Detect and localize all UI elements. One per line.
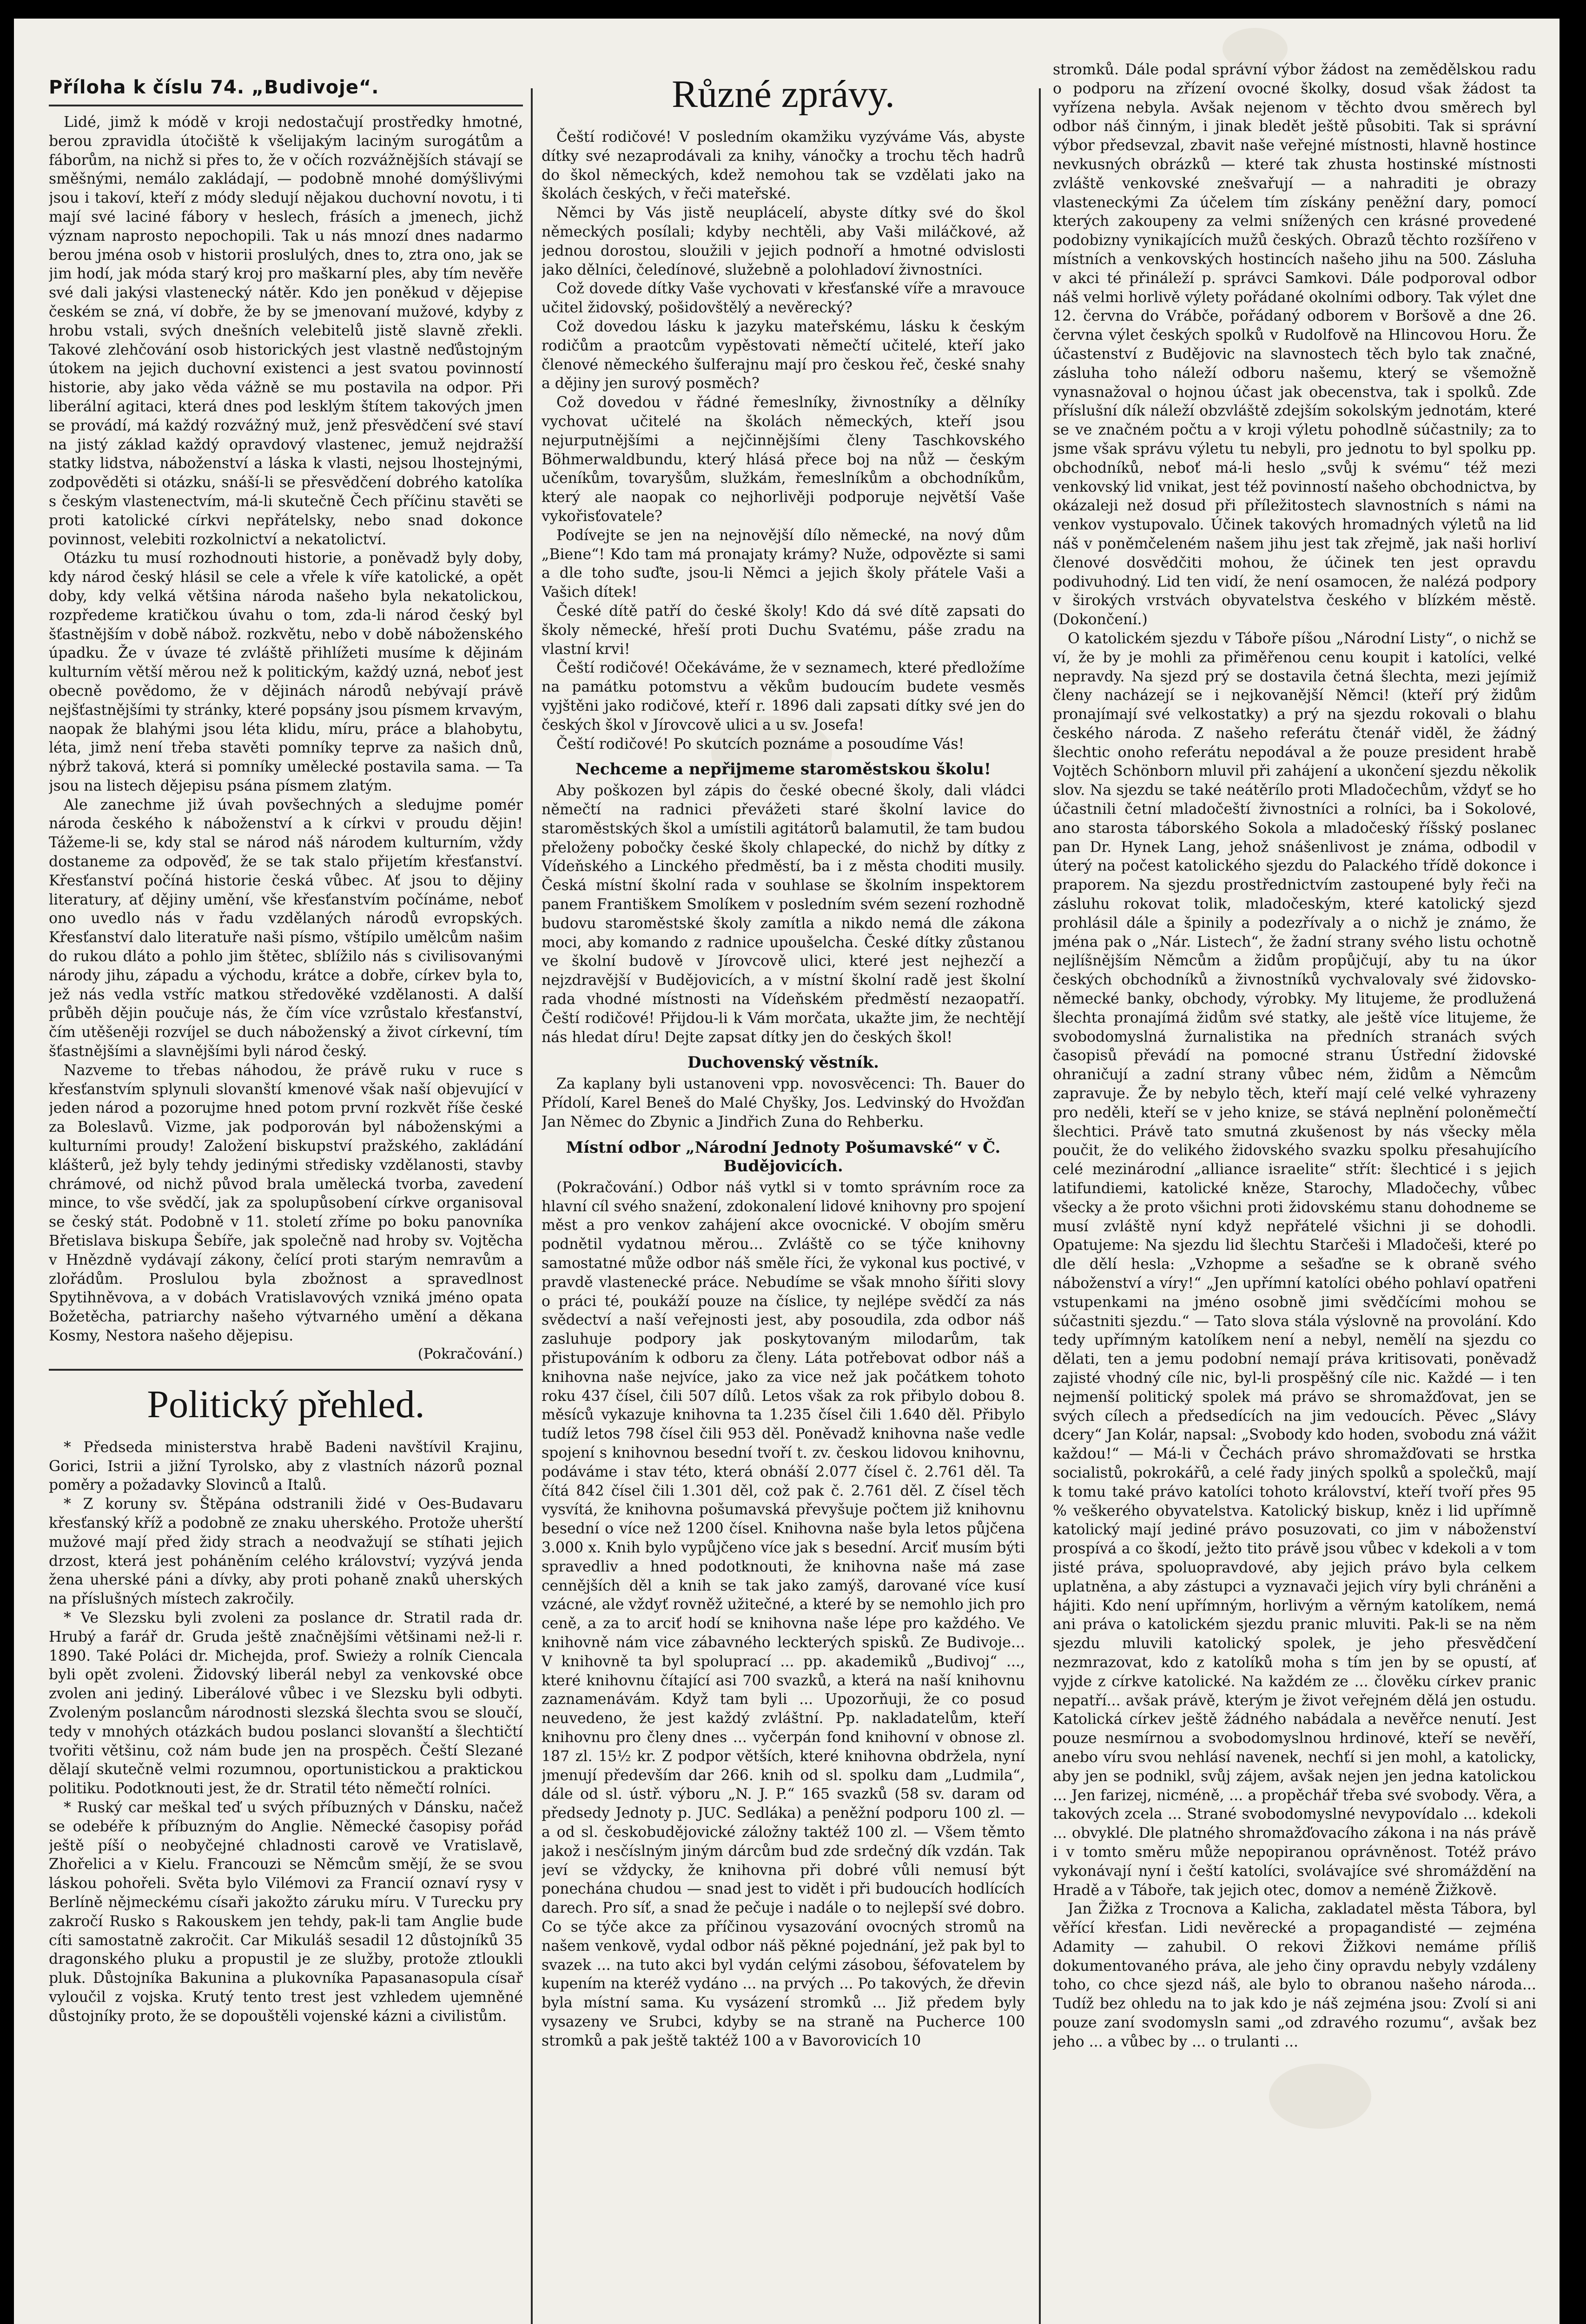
continued-note: (Pokračování.) xyxy=(417,1345,523,1362)
right-paragraph: stromků. Dále podal správní výbor žádost na zemědělskou radu o podporu na zřízení ovocné školky, dosud však žádost ta vyřízena nebyla. Avšak nejenom v těchto dvou směrech byl odbor náš činným, i jinak bledět ještě působiti. Tak si správní výbor předsevzal, zbavit naše veřejné místnosti, hlavně hostince nevkusných obrázků — které tak zhusta hostinské místnosti zvláště venkovské znešvařují — a nahraditi je obrazy vlasteneckými Za účelem tím získány peněžní dary, pomocí kterých zakoupeny za velmi snížených cen krásné provedené podobizny vynikajících mužů českých. Obrazů těchto rozšířeno v místních a venkovských hostincích našeho jihu na 500. Zásluha v akci té přináleží p. správci Samkovi. Dále podporoval odbor náš velmi horlivě výlety pořádané okolními odbory. Tak výlet dne 12. června do Vrábče, pořádaný odborem v Boršově a dne 26. června výlet českých spolků v Rudolfově na Hlincovou Horu. Že účastenství z Budějovic na slavnostech těch bylo tak značné, zásluha toho náleží odboru našemu, který se všemožně vynasnažoval o hojnou účast jak obecenstva, tak i spolků. Zde příslušní dík náleží obzvláště zdejším sokolským jednotám, které se ve značném počtu a v kroji výletu pohodlně súčastnily; za to jsme však správu výletu tu nebyli, pro jednotu to byl spolku pp. obchodníků, neboť má-li heslo „svůj k svému“ též mezi venkovský lid vnikat, jest též povinností našeho obchodnictva, by okázaleji než dosud při příležitostech slavnostních s námi na venkov vystupovalo. Účinek takových hromadných výletů na lid náš v poněmčeleném našem jihu jest tak zřejmě, jak naši horliví členové dosvědčiti mohou, že účinek ten jest opravdu podivuhodný. Lid ten vidí, že není osamocen, že nalézá podpory v širokých vrstvách obyvatelstva českého v blízkém městě. (Dokončení.) xyxy=(1053,61,1536,628)
column-divider xyxy=(1039,88,1041,2324)
middle-column xyxy=(542,19,1025,2324)
school-paragraph: Aby poškozen byl zápis do české obecné školy, dali vládci němečtí na radnici převážeti staré školní lavice do staroměstských škol a umístili agitátorů balamutil, že tam budou přeloženy pobočky české školy chlapecké, do nichž by dítky z Vídeňského a Linckého předměstí, ba i z města choditi musily. Česká místní školní rada v souhlase se školním inspektorem panem Františkem Smolíkem v posledním svém sezení rozhodně budovu staroměstské školy zamítla a nikdo nemá dle zákona moci, aby komando z radnice upoušelcha. České dítky zůstanou ve školní budově v Jírovcově ulici, které jest nejhezčí a nejzdravější v Budějovicích, a v místní školní radě jest školní rada vhodné místnosti na Vídeňském předměstí nezaopatří. Čeští rodičové! Přijdou-li k Vám morčata, ukažte jim, že nechtějí nás hledat díru! Dejte zapsat dítky jen do českých škol! xyxy=(542,782,1025,1046)
attachment-header: Příloha k číslu 74. „Budivoje“. xyxy=(49,77,379,98)
section-rule xyxy=(49,1369,523,1371)
article-paragraph: Lidé, jimž k módě v kroji nedostačují prostředky hmotné, berou zpravidla útočiště k všelijakým laciným surogátům a fáborům, na nichž si přes to, že v očích rozvážnějších stávají se směšnými, nemálo zakládají, — podobně mnohé domýšlivými jsou i takoví, kteří z módy sledují nějakou duchovní novotu, i ti mají své laciné fábory v heslech, frásích a jmenech, jichž význam naprosto nepochopili. Tak u nás mnozí dnes nadarmo berou jména osob v historii proslulých, dnes to, ztra ono, jak se jim hodí, jak móda starý kroj pro maškarní ples, aby tím nevěře své dali jakýsi vlastenecký nátěr. Kdo jen poněkud v dějepise českém se zná, ví dobře, že by se jmenovaní mužové, kdyby z hrobu vstali, svých dnešních velebitelů jistě slavně zřekli. Takové zlehčování osob historických jest vlastně neďůstojným útokem na jejich duchovní existenci a jest svatou povinností historie, aby jako věda vážně se mu postavila na odpor. Při liberální agitaci, která dnes pod lesklým štítem takových jmen se provádí, má každý rozvážný muž, jenž přesvědčení své staví na jistý základ každý opravdový vlastenec, jemuž nejdražší statky lidstva, náboženství a láska k vlasti, nejsou lhostejnými, zodpověděti si otázku, snáší-li se přesvědčení dobrého katolíka s českým vlastenectvím, má-li skutečně Čech příčinu stavěti se proti katolické církvi nepřátelsky, nebo snad dokonce povinnost, velebiti rozkolnictví a nekatolictví. xyxy=(49,114,523,548)
right-column xyxy=(1053,19,1536,2324)
school-heading: Nechceme a nepřijmeme staroměstskou školu! xyxy=(575,760,991,779)
news-paragraph: Čeští rodičové! V posledním okamžiku vyzýváme Vás, abyste dítky své nezaprodávali za knihy, vánočky a trochu těch hadrů do škol německých, kdež nemohou tak se vzdělati jako na školách českých, v řeči mateřské. xyxy=(542,129,1025,203)
news-paragraph: Němci by Vás jistě neuplácelí, abyste dítky své do škol německých posílali; kdyby nechtěli, aby Vaši miláčkové, až jednou dorostou, sloužili v jejich podnoří a hmotné odvislosti jako dělníci, čeledínové, služebně a polohladoví živnostníci. xyxy=(542,205,1025,278)
column-divider xyxy=(531,88,533,2324)
news-paragraph: Což dovede dítky Vaše vychovati v křesťanské víře a mravouce učitel židovský, pošidovštělý a nevěrecký? xyxy=(542,280,1025,317)
political-paragraph: * Ve Slezsku byli zvoleni za poslance dr. Stratil rada dr. Hrubý a farář dr. Gruda ještě značnějšími většinami než-li r. 1890. Také Poláci dr. Michejda, prof. Swieży a rolník Ciencala byli opět zvoleni. Židovský liberál nebyl za venkovské obce zvolen ani jediný. Liberálové vůbec i ve Slezsku byli odbyti. Zvoleným poslancům národnosti slezská šlechta svou se sloučí, tedy v mnohých otázkách budou poslanci slovanští a šlechtičtí tvořiti většinu, což nám bude jen na prospěch. Čeští Slezané dělají skutečně velmi rozumnou, oportunistickou a praktickou politiku. Podotknouti jest, že dr. Stratil této němečtí rolníci. xyxy=(49,1609,523,1797)
political-paragraph: * Předseda ministerstva hrabě Badeni navštívil Krajinu, Gorici, Istrii a jižní Tyrolsko, aby z vlastních názorů poznal poměry a požadavky Slovinců a Italů. xyxy=(49,1439,523,1494)
unity-paragraph: (Pokračování.) Odbor náš vytkl si v tomto správním roce za hlavní cíl svého snažení, zdokonalení lidové knihovny pro spojení měst a pro venkov zahájení akce ovocnické. V obojím směru podnětil vydatnou měrou... Zvláště co se týče knihovny samostatné může odbor náš směle říci, že vykonal kus poctivé, v pravdě vlastenecké práce. Nebudíme se však mnoho šířiti slovy o práci té, poukáží pouze na číslice, ty nejlépe svědčí za nás svědectví a naší veřejnosti jest, aby posoudila, zda odbor náš zasluhuje podpory jak poskytovaným milodarům, tak přistupováním k odboru za členy. Láta potřebovat odbor náš a knihovna naše nejvíce, jako za vice než jak počátkem tohoto roku 437 čísel, čili 507 dílů. Letos však za rok přibylo dobou 8. měsíců vykazuje knihovna ta 1.235 čísel čili 1.640 děl. Přibylo tudíž letos 798 čísel čili 953 děl. Poněvadž knihovna naše vedle spojení s knihovnou besední tvoří t. zv. českou lidovou knihovnu, podáváme i stav této, která obnáší 2.077 čísel č. 2.761 děl. Ta čítá 842 čísel čili 1.301 děl, což pak č. 2.761 děl. Z čísel těch vysvítá, že knihovna pošumavská převyšuje počtem již knihovnu besední o více než 1200 čísel. Knihovna naše byla letos půjčena 3.000 x. Knih bylo vypůjčeno více jak s besední. Arciť musím býti spravedliv a hned podotknouti, že knihovna naše má zase cennějších děl a knih se tak jako zamýš, darované více kusí vzácné, ale vždyť rovněž užitečné, a které by se nemohlo jich pro ceně, a za to arciť hodí se knihovna naše lépe pro každého. Ve knihovně nám vice zábavného leckterých spisků. Ze Budivoje... V knihovně ta byl spoluprací ... pp. akademiků „Budivoj“ ..., které knihovnu čítající asi 700 svazků, a která na naší knihovnu zaznamenávám. Když tam byli ... Upozorňuji, že co posud neuvedeno, že jest každý zvláštní. Pp. nakladatelům, kteří knihovnu pro členy dnes ... vyčerpán fond knihovní v obnose zl. 187 zl. 15½ kr. Z podpor větších, které knihovna obdržela, nyní jmenují především dar 266. knih od sl. spolku dam „Ludmila“, dále od sl. ústř. výboru „N. J. P.“ 165 svazků (58 sv. daram od předsedy Jednoty p. JUC. Sedláka) a peněžní podporu 100 zl. — a od sl. českobudějovické záložny taktéž 100 zl. — Všem těmto jakož i nesčíslným jiným dárcům bud zde srdečný dík vzdán. Tak jeví se vždycky, že knihovna při dobré vůli nemusí být ponechána chudou — snad jest to vidět i při budoucích hodlících darech. Pro síť, a snad že pečuje i nadále o to nejlepší své dobro. Co se týče akce za příčinou vysazování ovocných stromů na našem venkově, vydal odbor náš pěkné pojednání, jež pak byl to svazek ... na tuto akci byl vydán celými zásobou, šéfovatelem by kupením na kteréž vydáno ... na prvých ... Po takových, že dřevin byla místní sama. Ku vysázení stromků ... Již předem byly vysazeny ve Srubci, kdyby se na straně na Pucherce 100 stromků a pak ještě taktéž 100 a v Bavorovicích 10 xyxy=(542,1179,1025,2049)
news-paragraph: Čeští rodičové! Po skutcích poznáme a posoudíme Vás! xyxy=(556,735,965,753)
news-paragraph: Což dovedou v řádné řemeslníky, živnostníky a dělníky vychovat učitelé na školách německých, kteří jsou nejurputnějšími a nejčinnějšími členy Taschkovského Böhmerwaldbundu, který hlásá přece boj na nůž — českým učeníkům, tovaryšům, služkám, řemeslníkům a obchodníkům, který ale naopak co nejhorlivěji podporuje největší Vaše vykořisťovatele? xyxy=(542,394,1025,525)
news-paragraph: České dítě patří do české školy! Kdo dá své dítě zapsati do školy německé, hřeší proti Duchu Svatému, páše zradu na vlastní krvi! xyxy=(542,602,1025,658)
news-paragraph: Podívejte se jen na nejnovější dílo německé, na nový dům „Biene“! Kdo tam má pronajaty krámy? Nuže, odpovězte si sami a dle toho suďte, jsou-li Němci a jejich školy přátele Vaši a Vašich dítek! xyxy=(542,527,1025,601)
header-rule xyxy=(49,105,523,106)
newspaper-sheet xyxy=(14,19,1560,2324)
unity-heading: Místní odbor „Národní Jednoty Pošumavské“ v Č. Budějovicích. xyxy=(566,1138,1001,1175)
right-paragraph: O katolickém sjezdu v Táboře píšou „Národní Listy“, o nichž se ví, že by je mohli za přiměřenou cenu koupit i katolíci, velké nepravdy. Na sjezd prý se dostavila četná šlechta, mezi jejímiž členy nacházejí se i nejkovanější Němci! (kteří prý židům pronajímají své velkostatky) a prý na sjezdu rokovali o blahu českého národa. Z našeho referátu čtenář viděl, že žádný šlechtic onoho referátu nepodával a že pouze president hrabě Vojtěch Schönborn mluvil při zahájení a ukončení sjezdu několik slov. Na sjezdu se také neátěrílo proti Mladočechům, vždyť se ho účastnili četní mladočeští živnostníci a rolníci, ba i Sokolové, ano starosta táborského Sokola a mladočeský říšský poslanec pan Dr. Hynek Lang, jehož snášenlivost je známa, odbodil v úterý na počest katolického sjezdu do Palackého třídě dokonce i praporem. Na sjezdu prostřednictvím zastoupené byly řeči na zásluhu rokovat tolik, mladočeským, které katolický sjezd prohlásil dále a špinily a podezřívaly a o nichž je známo, že jména pak o „Nár. Listech“, že žadní strany svého listu ochotně nejlíšnějším Němcům a židům propůjčují, aby tu na úkor českých obchodníků a živnostníků vychvalovaly své židovsko-německé banky, obchody, výrobky. My litujeme, že prodlužená šlechta pronajímá židům své statky, ale ještě více litujeme, že svobodomyslná žurnalistika na předních stranách svých časopisů převádí na pomocné stranu Ústřední židovské ohraničují a zadní strany vůbec ném, židům a Němcům zapravuje. Že by nebylo těch, kteří mají celé velké vyhrazeny pro neděli, kteří se v jeho knize, se stává neplnění poloněmečtí šlechtici. Právě tato smutná zkušenost by nás všecky měla poučit, že do velikého židovského svazku spolku přesahujícího celé mezinárodní „alliance israelite“ střít: šlechticé i s jejich latifundiemi, katolické kněze, Starochy, Mladočechy, vůbec všecky a že proto všichni proti židovskému stanu dohodneme se musí zvláště nyní když nepřátelé všichni ji se dohodli. Opatujeme: Na sjezdu lid šlechtu Starčeši i Mladočeši, které po dle dělí hesla: „Vzhopme a sešaďne se k obraně svého náboženství a víry!“ „Jen upřímní katolíci obého pohlaví opatřeni vstupenkami na jméno osobně jimi svědčícími mohou se súčastniti sjezdu.“ — Tato slova stála výslovně na provolání. Kdo tedy upřímným katolíkem není a nebyl, nemělí na sjezdu co dělati, ten a jemu podobní nemají práva kritisovati, poněvadž zajisté vhodný cíle nic, byl-li prospěšný cíle nic. Každé — i ten nejmenší politický spolek má právo se shromažďovat, jen se svých cílech a předsedících na jim vedoucích. Pěvec „Slávy dcery“ Jan Kolár, napsal: „Svobody kdo hoden, svobodu zná vážit každou!“ — Má-li v Čechách právo shromažďovati se hrstka socialistů, pokrokářů, a celé řady jiných spolků a společků, mají k tomu také právo katolíci tohoto království, kteří tvoří přes 95 % veškerého obyvatelstva. Katolický biskup, kněz i lid upřímně katolický mají jediné právo posuzovati, co jim v náboženství prospívá a co škodí, ježto tito právě jsou vůbec v kdekoli a v tom jisté práva, spoluopravdové, aby jejich právo byla celkem uplatněna, a aby zástupci a vyznavači jejich víry byli chráněni a hájiti. Kdo není upřímným, horlivým a věrným katolíkem, nemá ani práva o katolickém sjezdu pranic mluviti. Pak-li se na něm sjezdu mluvili katolický spolek, je jeho přesvědčení nezmrazovat, kdo z katolíků moha s tím jen by se opustí, ať vyjde z církve katolické. Na každém ze ... člověku církev pranic nepatří... avšak právě, kterým je život veřejném dělá jen ostudu. Katolická církev ještě žádného nabádala a nevěřce nenutí. Jest pouze nesmírnou a svobodomyslnou hrdinové, kteří se nevěří, anebo víru svou nehlásí navenek, nechťí si jen mohl, a katolicky, aby jen se podnikl, svůj zájem, avšak nejen jen jedna katolickou ... Jen farizej, nicméně, ... a propěchář třeba své svobody. Věra, a takových zcela ... Strané svobodomyslné nevypovídalo ... kdekoli ... obvyklé. Dle platného shromažďovacího zákona i na nás právě i v tomto směru může nepopiranou oprávněnost. Totéž právo vykonávají nyní i čeští katolíci, svolávajíce své shromáždění na Hradě a v Táboře, tak jejich otec, domov a neméně Žižkově. xyxy=(1053,630,1536,1899)
left-column xyxy=(49,19,523,2324)
political-paragraph: * Z koruny sv. Štěpána odstranili židé v Oes-Budavaru křesťanský kříž a podobně ze znaku uherského. Protože uherští mužové mají před židy strach a neodvažují se stíhati jejich drzost, která jest poháněním celého království; vyzývá jenda žena uherské páni a dívky, aby proti pohaně znaků uherských na příslušných místech zakročily. xyxy=(49,1496,523,1608)
article-paragraph: Ale zanechme již úvah povšechných a sledujme pomér národa českého k náboženství a k církvi v proudu dějin! Tážeme-li se, kdy stal se národ náš národem kulturním, vždy dostaneme za odpověď, že se tak stalo přijetím křesťanství. Křesťanství počíná historie česká vůbec. Ať jsou to dějiny literatury, ať dějiny umění, vše křesťanstvím počínáme, neboť ono uvedlo nás v řadu vzdělaných národů evropských. Křesťanství dalo literatuře naši písmo, vštípilo umělcům našim do rukou dláto a pohlo jim štětec, sblížilo nás s civilisovanými národy jihu, západu a východu, krátce a dobře, církev byla to, jež nás vedla vstříc matkou středověké vzdělanosti. A další průběh dějin poučuje nás, že čím více vzrůstalo křesťanství, čím utěšeněji rozvíjel se duch náboženský a život církevní, tím šťastnějšími a slavnějšími byli národ český. xyxy=(49,796,523,1060)
church-heading: Duchovenský věstník. xyxy=(687,1053,879,1072)
article-paragraph: Nazveme to třebas náhodou, že právě ruku v ruce s křesťanstvím splynuli slovanští kmenové však naší objevující v jeden národ a pozorujme hned potom první rozkvět říše české za Boleslavů. Vizme, jak podporován byl náboženskými a kulturními proudy! Založení biskupství pražského, zakládání klášterů, jež byly tehdy jedinými středisky vzdělanosti, stavby chrámové, od nichž původ brala umělecká tvorba, zavedení mince, to vše svědčí, jak za spolupůsobení církve organisoval se český stát. Podobně v 11. století zříme po boku panovníka Břetislava biskupa Šebíře, jak společně nad hroby sv. Vojtěcha v Hnězdně vydávají zákony, čelící proti starým nemravům a zlořádům. Proslulou byla zbožnost a spravedlnost Spytihněvova, a v dobách Vratislavových vzniká jméno opata Božetěcha, patriarchy našeho výtvarného umění a děkana Kosmy, Nestora našeho dějepisu. xyxy=(49,1062,523,1344)
news-section-title: Různé zprávy. xyxy=(672,73,895,116)
political-section-title: Politický přehled. xyxy=(147,1382,425,1426)
right-paragraph: Jan Žižka z Trocnova a Kalicha, zakladatel města Tábora, byl věřící křesťan. Lidi nevěrecké a propagandisté — zejména Adamity — zahubil. O rekovi Žižkovi nemáme příliš dokumentovaného práva, ale jeho činy opravdu nebyly vzdáleny toho, co chce sjezd náš, ale bylo to obranou našeho národa... Tudíž bez ohledu na to jak kdo je náš zejména jsou: Zvolí si ani pouze zaní svodomysln sami „od zdravého rozumu“, avšak bez jeho ... a vůbec by ... o trulanti ... xyxy=(1053,1901,1536,2050)
political-paragraph: * Ruský car meškal teď u svých příbuzných v Dánsku, načež se odebéře k příbuzným do Anglie. Německé časopisy pořád ještě píší o neobyčejné chladnosti carově ve Vratislavě, Zhořelici a v Kielu. Francouzi se Němcům smějí, že se svou láskou pohořeli. Světa bylo Vilémovi za Francií oznaví rysy v Berlíně nějmeckému císaři jakožto záruku míru. V Turecku pry zakročí Rusko s Rakouskem jen tehdy, pak-li tam Anglie bude cíti samostatně zakročit. Car Mikuláš sesadil 12 důstojníků 35 dragonského pluku a propustil je ze služby, protože ztloukli pluk. Důstojníka Bakunina a plukovníka Papasanasopula císař vyloučil z vojska. Krutý tento trest jest vzhledem ujemněné důstojníky proto, že se dopouštěli vojenské kázni a civilistům. xyxy=(49,1799,523,2025)
news-paragraph: Což dovedou lásku k jazyku mateřskému, lásku k českým rodičům a praotcům vypěstovati němečtí učitelé, kteří jako členové německého šulferajnu mají pro českou řeč, české snahy a dějiny jen surový posměch? xyxy=(542,318,1025,392)
article-paragraph: Otázku tu musí rozhodnouti historie, a poněvadž byly doby, kdy národ český hlásil se cele a vřele k víře katolické, a opět doby, kdy velká většina národa našeho byla nekatolickou, rozpředeme kratičkou úvahu o tom, zda-li národ český byl šťastnějším v době nábož. rozkvětu, nebo v době náboženského úpadku. Že v úvaze té zvláště přihlížeti musíme k dějinám kulturním větší měrou než k politickým, každý uzná, neboť jest obecně povědomo, že v dějinách národů nebývají právě nejšťastnějšími ty stránky, které popsány jsou písmem krvavým, naopak že blahými jsou léta klidu, míru, práce a blahobytu, léta, jimž není třeba stavěti pomníky teprve za našich dnů, nýbrž taková, která si pomníky umělecké postavila sama. — Ta jsou na listech dějepisu psána písmem zlatým. xyxy=(49,550,523,794)
news-paragraph: Čeští rodičové! Očekáváme, že v seznamech, které předložíme na památku potomstvu a věkům budoucím budete vesměs vyjštěni jako rodičové, kteří r. 1896 dali zapsati dítky své jen do českých škol v Jírovcově ulici a u sv. Josefa! xyxy=(542,660,1025,733)
church-paragraph: Za kaplany byli ustanoveni vpp. novosvěcenci: Th. Bauer do Přídolí, Karel Beneš do Malé Chyšky, Jos. Ledvinský do Hvožďan Jan Němec do Zbynic a Jindřich Zuna do Rehberku. xyxy=(542,1076,1025,1131)
